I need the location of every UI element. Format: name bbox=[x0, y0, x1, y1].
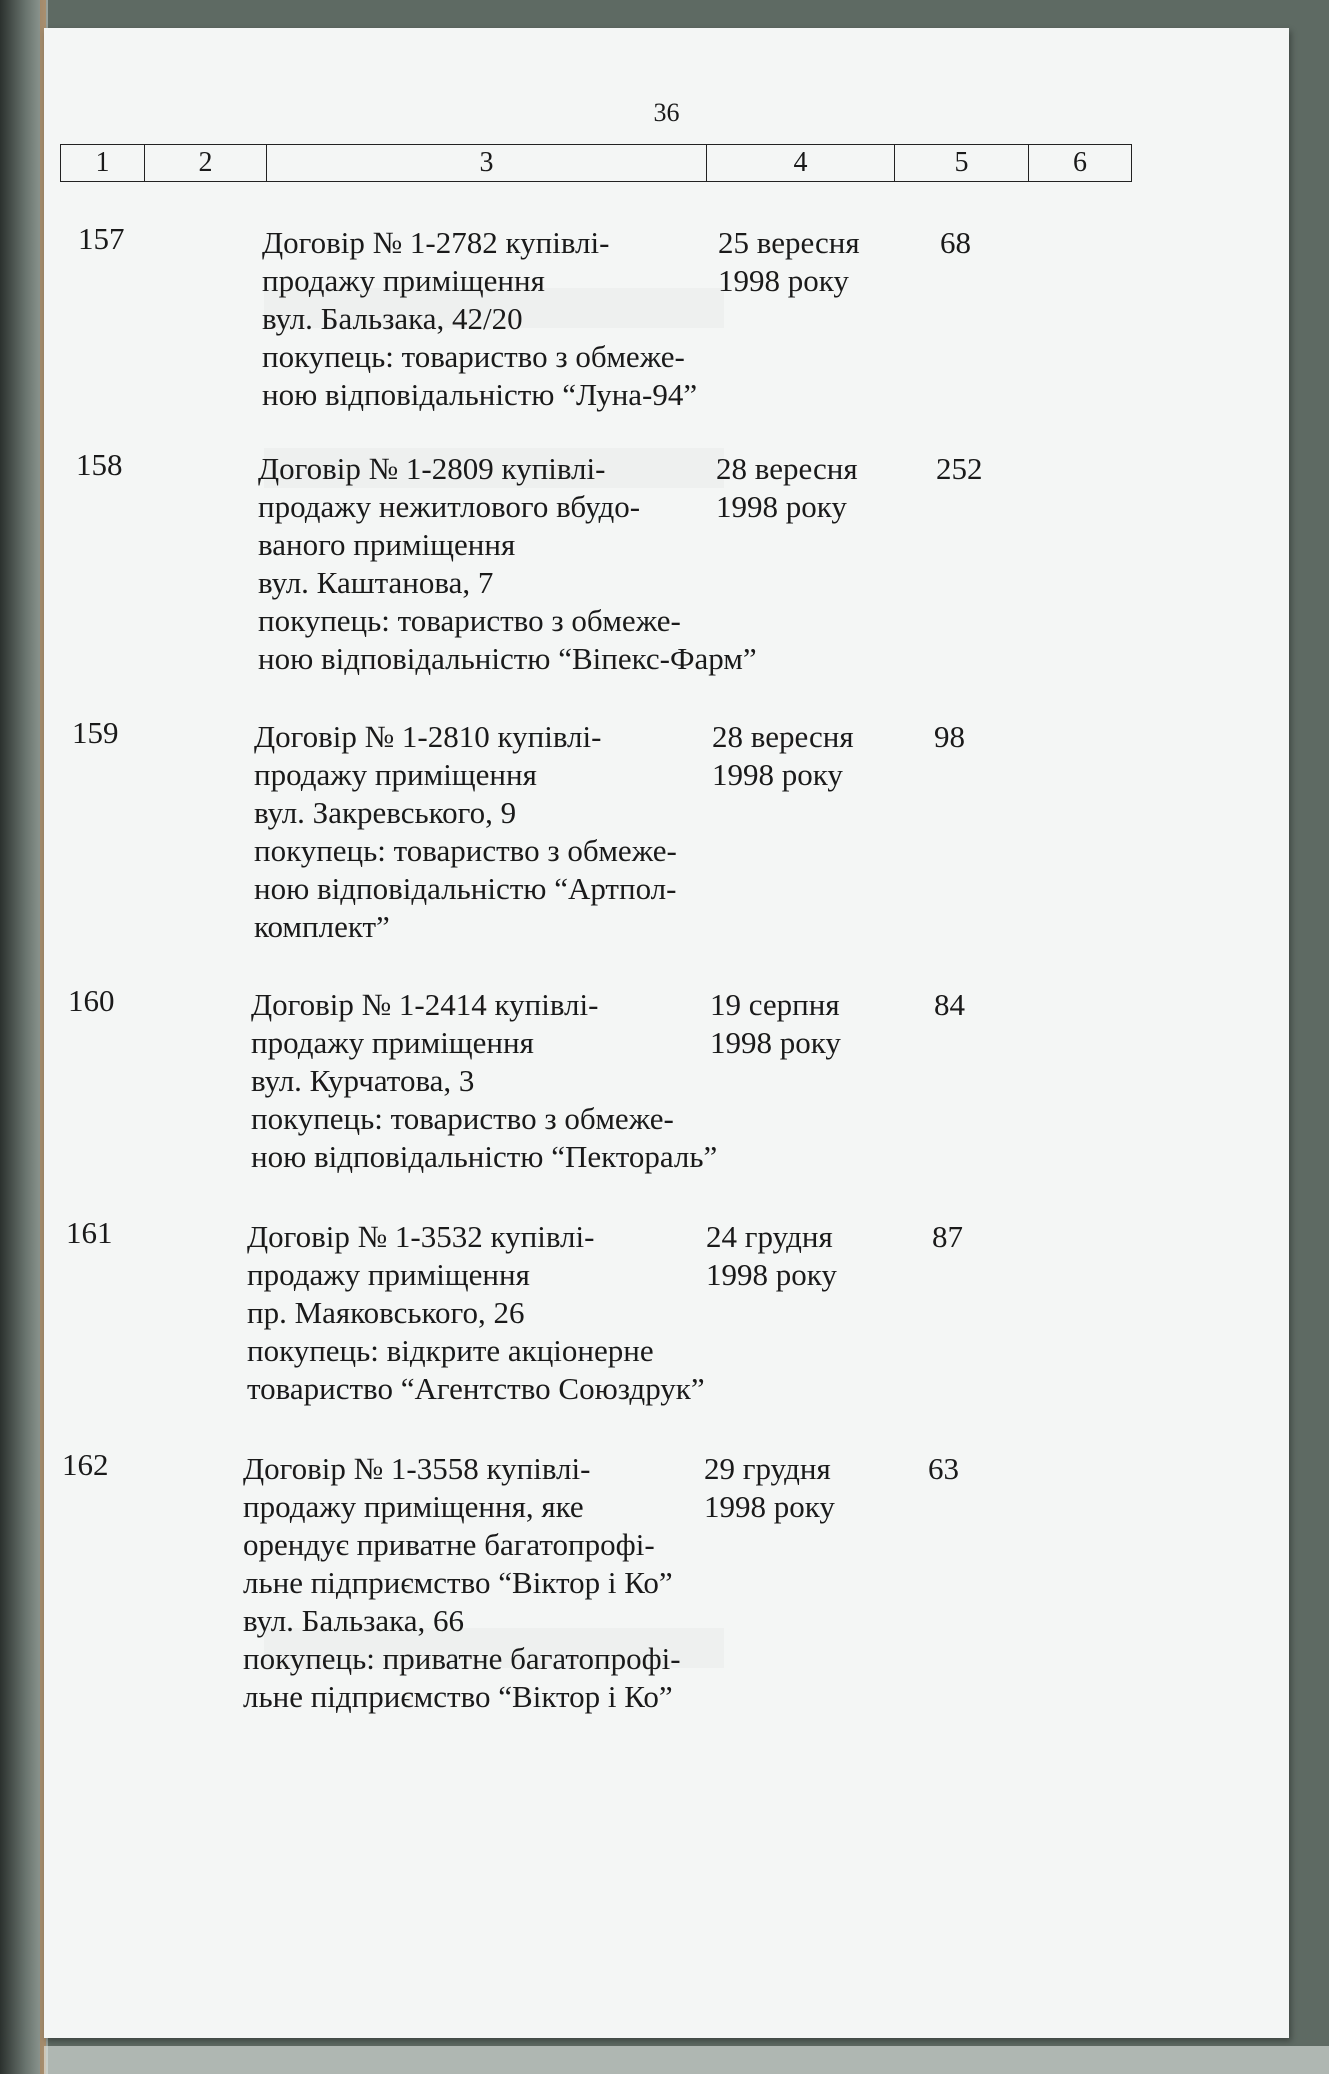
header-col-2: 2 bbox=[145, 145, 267, 181]
table-header-row bbox=[60, 144, 1132, 182]
row-number: 161 bbox=[66, 1215, 113, 1250]
row-pages: 63 bbox=[928, 1451, 959, 1486]
row-date: 24 грудня 1998 року bbox=[706, 1219, 837, 1292]
table-row bbox=[44, 714, 1144, 974]
row-pages: 98 bbox=[934, 719, 965, 754]
table-row bbox=[44, 982, 1144, 1202]
row-pages: 252 bbox=[936, 451, 983, 486]
row-description: Договір № 1-2414 купівлі- продажу приміщення вул. Курчатова, 3 покупець: товариство з обмеже- ною відповідальністю “Пектораль” bbox=[251, 987, 718, 1174]
row-number: 160 bbox=[68, 983, 115, 1018]
header-col-3: 3 bbox=[267, 145, 707, 181]
row-description: Договір № 1-2782 купівлі- продажу приміщення вул. Бальзака, 42/20 покупець: товариство з обмеже- ною відповідальністю “Луна-94” bbox=[262, 225, 698, 412]
header-col-6: 6 bbox=[1073, 147, 1087, 178]
row-number: 157 bbox=[78, 221, 125, 256]
row-pages: 68 bbox=[940, 225, 971, 260]
row-description: Договір № 1-2810 купівлі- продажу приміщення вул. Закревського, 9 покупець: товариство з обмеже- ною відповідальністю “Артпол- комплект” bbox=[254, 719, 677, 944]
table-row bbox=[44, 1214, 1144, 1434]
table-row bbox=[44, 220, 1144, 440]
row-pages: 84 bbox=[934, 987, 965, 1022]
table-row bbox=[44, 1446, 1144, 1746]
page-bottom-edge bbox=[44, 2046, 1329, 2074]
row-description: Договір № 1-2809 купівлі- продажу нежитлового вбудо- ваного приміщення вул. Каштанова, 7 покупець: товариство з обмеже- ною відповідальністю “Віпекс-Фарм” bbox=[258, 451, 757, 676]
row-date: 25 вересня 1998 року bbox=[718, 225, 860, 298]
row-description: Договір № 1-3532 купівлі- продажу приміщення пр. Маяковського, 26 покупець: відкрите акціонерне товариство “Агентство Союздрук” bbox=[247, 1219, 705, 1406]
header-col-4: 4 bbox=[707, 145, 895, 181]
row-date: 19 серпня 1998 року bbox=[710, 987, 841, 1060]
row-date: 29 грудня 1998 року bbox=[704, 1451, 835, 1524]
table-row bbox=[44, 446, 1144, 706]
row-number: 158 bbox=[76, 447, 123, 482]
header-col-5: 5 bbox=[895, 145, 1029, 181]
row-date: 28 вересня 1998 року bbox=[712, 719, 854, 792]
row-pages: 87 bbox=[932, 1219, 963, 1254]
page-number: 36 bbox=[653, 98, 680, 127]
row-date: 28 вересня 1998 року bbox=[716, 451, 858, 524]
row-number: 159 bbox=[72, 715, 119, 750]
row-number: 162 bbox=[62, 1447, 109, 1482]
header-col-1: 1 bbox=[61, 145, 145, 181]
row-description: Договір № 1-3558 купівлі- продажу приміщення, яке орендує приватне багатопрофі- льне підприємство “Віктор і Ко” вул. Бальзака, 66 покупець: приватне багатопрофі- льне підприємство “Віктор і Ко” bbox=[243, 1451, 681, 1714]
document-page bbox=[44, 28, 1289, 2038]
